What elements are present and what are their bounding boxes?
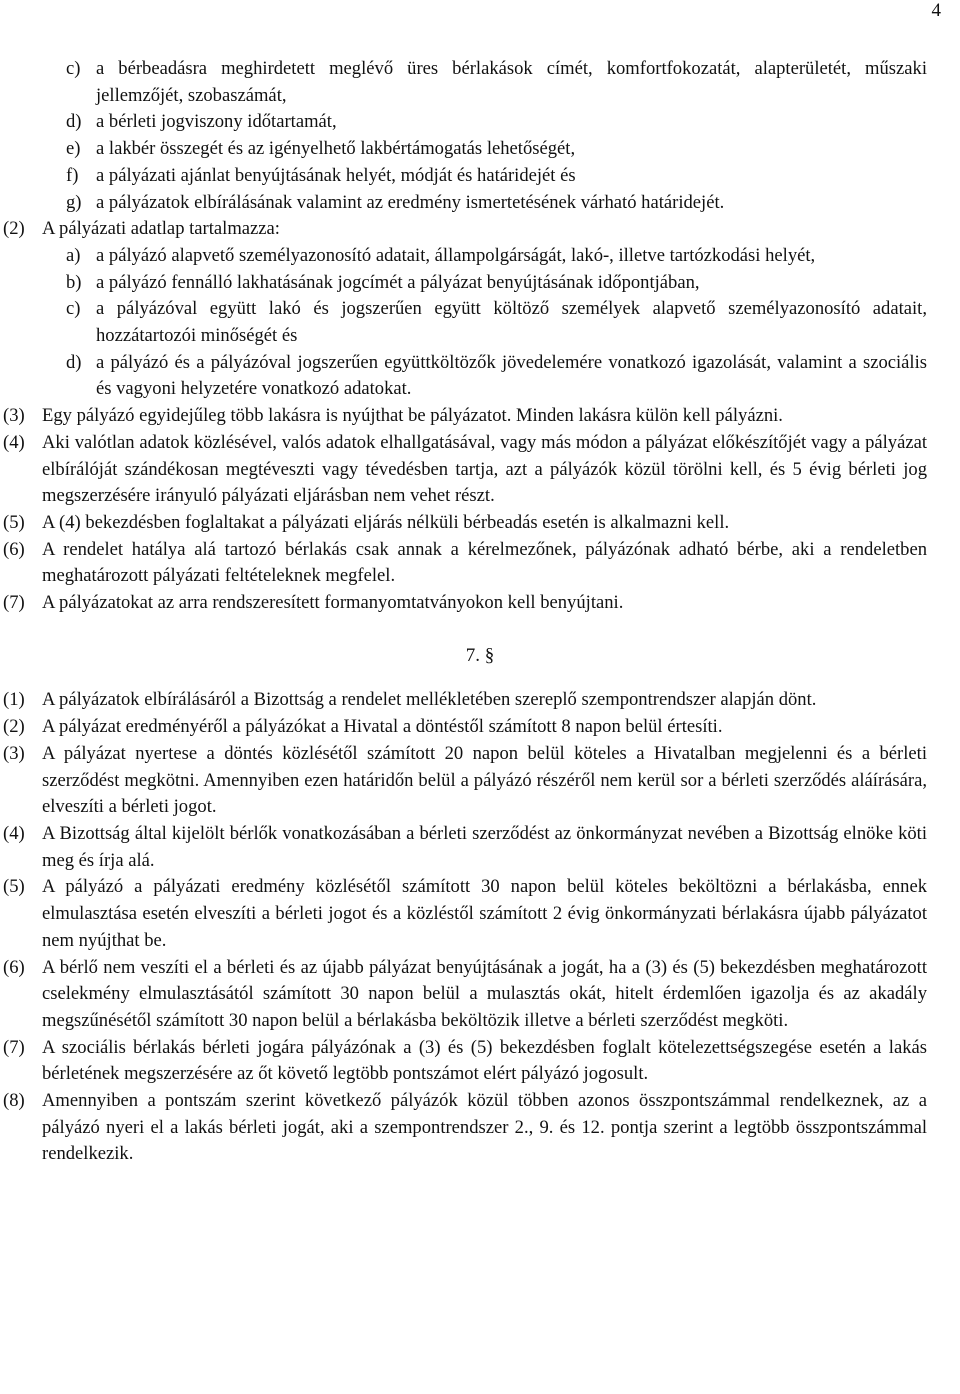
paragraph-number: (2) xyxy=(3,716,25,738)
list-item xyxy=(0,56,960,109)
list-item xyxy=(0,109,960,136)
paragraph-text: A Bizottság által kijelölt bérlők vonatkozásában a bérleti szerződést az önkormányzat nevében a Bizottság elnöke köti meg és írja alá. xyxy=(42,822,927,871)
list-letter: g) xyxy=(66,191,82,213)
list-text: a pályázóval együtt lakó és jogszerűen együtt költöző személyek alapvető személyazonosító adatait, hozzátartozói minőségét és xyxy=(96,298,927,347)
list-item xyxy=(0,270,960,297)
paragraph-text: A pályázati adatlap tartalmazza: xyxy=(42,218,280,240)
list-item xyxy=(0,163,960,190)
paragraph-text: A (4) bekezdésben foglaltakat a pályázati eljárás nélküli bérbeadás esetén is alkalmazni kell. xyxy=(42,511,730,533)
paragraph-number: (3) xyxy=(3,742,25,764)
paragraph xyxy=(0,1035,960,1088)
list-letter: f) xyxy=(66,164,79,186)
paragraph-text: A pályázatokat az arra rendszeresített formanyomtatványokon kell benyújtani. xyxy=(42,592,624,614)
list-item xyxy=(0,190,960,217)
paragraph-text: A pályázatok elbírálásáról a Bizottság a rendelet mellékletében szereplő szempontrendszer alapján dönt. xyxy=(42,689,817,711)
paragraph xyxy=(0,821,960,874)
list-text: a bérbeadásra meghirdetett meglévő üres bérlakások címét, komfortfokozatát, alapterületét, műszaki jellemzőjét, szobaszámát, xyxy=(96,58,927,106)
paragraph-number: (3) xyxy=(3,405,25,427)
paragraph-number: (4) xyxy=(3,822,25,844)
section-title-text: 7. § xyxy=(465,644,495,666)
list-letter: a) xyxy=(66,244,81,266)
paragraph-text: A szociális bérlakás bérleti jogára pályázónak a (3) és (5) bekezdésben foglalt kötelezettségszegése esetén a lakás bérletének megszerzésére az őt követő legtöbb pontszámot elért pályázó jogosult. xyxy=(42,1036,927,1085)
list-letter: e) xyxy=(66,138,81,160)
list-letter: b) xyxy=(66,271,82,293)
list-item xyxy=(0,136,960,163)
paragraph xyxy=(0,590,960,617)
paragraph-text: A pályázat nyertese a döntés közlésétől számított 20 napon belül köteles a Hivatalban megjelenni és a bérleti szerződést megkötni. Amennyiben ezen határidőn belül a pályázó részéről nem kerül sor a bérleti szerződés aláírására, elveszíti a bérleti jogot. xyxy=(42,742,927,818)
list-letter: c) xyxy=(66,58,81,79)
document-body xyxy=(0,56,960,1168)
list-text: a pályázó fennálló lakhatásának jogcímét a pályázat benyújtásának időpontjában, xyxy=(96,271,700,293)
paragraph xyxy=(0,1088,960,1168)
paragraph-text: A pályázat eredményéről a pályázókat a Hivatal a döntéstől számított 8 napon belül értesíti. xyxy=(42,716,723,738)
list-letter: d) xyxy=(66,111,82,133)
paragraph-number: (5) xyxy=(3,876,25,898)
list-text: a bérleti jogviszony időtartamát, xyxy=(96,111,337,133)
paragraph xyxy=(0,874,960,954)
paragraph xyxy=(0,216,960,243)
list-text: a pályázó alapvető személyazonosító adatait, állampolgárságát, lakó-, illetve tartózkodási helyét, xyxy=(96,244,816,266)
list-letter: d) xyxy=(66,351,82,373)
list-text: a pályázó és a pályázóval jogszerűen együttköltözők jövedelemére vonatkozó igazolását, valamint a szociális és vagyoni helyzetére vonatkozó adatokat. xyxy=(96,351,927,400)
paragraph-number: (7) xyxy=(3,1036,25,1058)
paragraph-number: (6) xyxy=(3,956,25,978)
paragraph xyxy=(0,510,960,537)
paragraph xyxy=(0,687,960,714)
list-item xyxy=(0,243,960,270)
list-letter: c) xyxy=(66,298,81,320)
section-title xyxy=(0,643,960,670)
list-item xyxy=(0,350,960,403)
paragraph-text: A rendelet hatálya alá tartozó bérlakás csak annak a kérelmezőnek, pályázónak adható bérbe, aki a rendeletben meghatározott pályázati feltételeknek megfelel. xyxy=(42,538,927,587)
paragraph-number: (4) xyxy=(3,431,25,453)
paragraph-text: A bérlő nem veszíti el a bérleti és az újabb pályázat benyújtásának a jogát, ha a (3) és (5) bekezdésben meghatározott cselekmény elmulasztásától számított 30 napon belül a mulasztás okát, hitelt érdemlően igazolja és az akadály megszűnésétől számított 30 napon belül a bérlakásba beköltözik illetve a bérleti szerződést megköti. xyxy=(42,956,927,1031)
paragraph xyxy=(0,955,960,1035)
paragraph-text: Egy pályázó egyidejűleg több lakásra is nyújthat be pályázatot. Minden lakásra külön kell pályázni. xyxy=(42,405,783,427)
paragraph-number: (7) xyxy=(3,592,25,614)
top-list xyxy=(0,56,960,216)
paragraph xyxy=(0,741,960,821)
list-text: a lakbér összegét és az igényelhető lakbértámogatás lehetőségét, xyxy=(96,138,576,160)
paragraph xyxy=(0,430,960,510)
paragraph-number: (5) xyxy=(3,511,25,533)
paragraph-text: A pályázó a pályázati eredmény közlésétől számított 30 napon belül köteles beköltözni a bérlakásba, ennek elmulasztása esetén elveszíti a bérleti jogot és a közléstől számított 2 évig önkormányzati bérlakásra újabb pályázatot nem nyújthat be. xyxy=(42,876,927,951)
para2-list xyxy=(0,243,960,403)
paragraph xyxy=(0,714,960,741)
paragraph-number: (2) xyxy=(3,218,25,240)
paragraph xyxy=(0,537,960,590)
paragraph-number: (6) xyxy=(3,538,25,560)
list-text: a pályázati ajánlat benyújtásának helyét, módját és határidejét és xyxy=(96,164,576,186)
paragraph-number: (8) xyxy=(3,1090,25,1112)
paragraph-number: (1) xyxy=(3,689,25,711)
list-item xyxy=(0,296,960,349)
paragraph-text: Amennyiben a pontszám szerint következő pályázók közül többen azonos összpontszámmal rendelkeznek, az a pályázó nyeri el a lakás bérleti jogát, aki a szempontrendszer 2., 9. és 12. pontja szerint a legtöbb összpontszámmal rendelkezik. xyxy=(42,1090,927,1165)
paragraph-text: Aki valótlan adatok közlésével, valós adatok elhallgatásával, vagy más módon a pályázat előkészítőjét vagy a pályázat elbírálóját szándékosan megtéveszti vagy tévedésben tartja, azt a pályázók közül törölni kell, és 5 évig bérleti jog megszerzésére irányuló pályázati eljárásban nem vehet részt. xyxy=(42,431,927,507)
list-text: a pályázatok elbírálásának valamint az eredmény ismertetésének várható határidejét. xyxy=(96,191,725,213)
page-number: 4 xyxy=(931,0,941,21)
paragraph xyxy=(0,403,960,430)
